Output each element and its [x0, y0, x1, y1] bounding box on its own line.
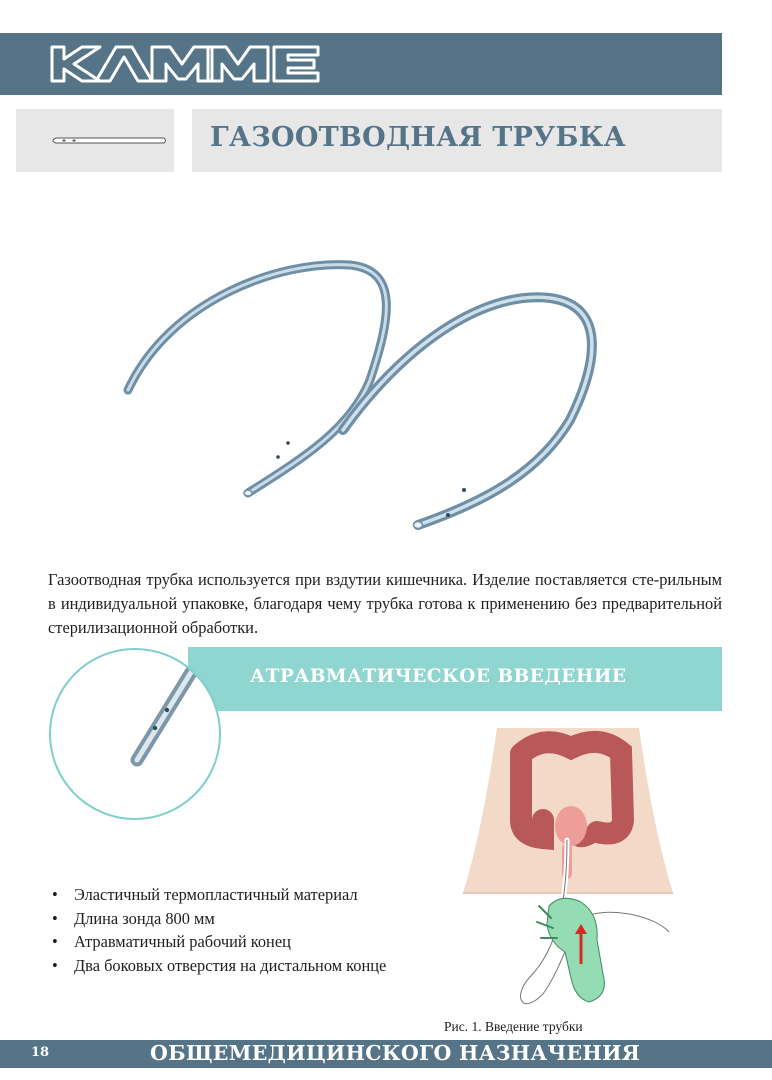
feature-item: • Два боковых отверстия на дистальном конце [52, 954, 386, 978]
title-panel [192, 109, 722, 172]
product-image [100, 240, 620, 540]
feature-item: • Длина зонда 800 мм [52, 907, 386, 931]
footer-category: ОБЩЕМЕДИЦИНСКОГО НАЗНАЧЕНИЯ [150, 1041, 641, 1065]
figure-caption: Рис. 1. Введение трубки [444, 1019, 583, 1034]
section-title: АТРАВМАТИЧЕСКОЕ ВВЕДЕНИЕ [250, 666, 627, 687]
header-bar [0, 33, 722, 95]
insertion-illustration [463, 728, 673, 1013]
feature-list [52, 883, 386, 977]
section-banner [188, 647, 722, 711]
footer-bar [0, 1040, 772, 1068]
product-description: Газоотводная трубка используется при вздутии кишечника. Изделие поставляется сте-рильным в индивидуальной упаковке, благодаря чему трубка готова к применению без предварительной стерилизационной обработки. [48, 570, 722, 637]
feature-item: • Атравматичный рабочий конец [52, 930, 386, 954]
page-title: ГАЗООТВОДНАЯ ТРУБКА [210, 122, 626, 153]
feature-item: • Эластичный термопластичный материал [52, 883, 386, 907]
page-number: 18 [31, 1045, 50, 1060]
brand-logo [48, 44, 320, 84]
tube-tip-closeup-icon [51, 650, 219, 818]
tube-thumbnail-icon [16, 109, 174, 172]
tube-thumbnail [16, 109, 174, 172]
tip-closeup [49, 648, 221, 820]
